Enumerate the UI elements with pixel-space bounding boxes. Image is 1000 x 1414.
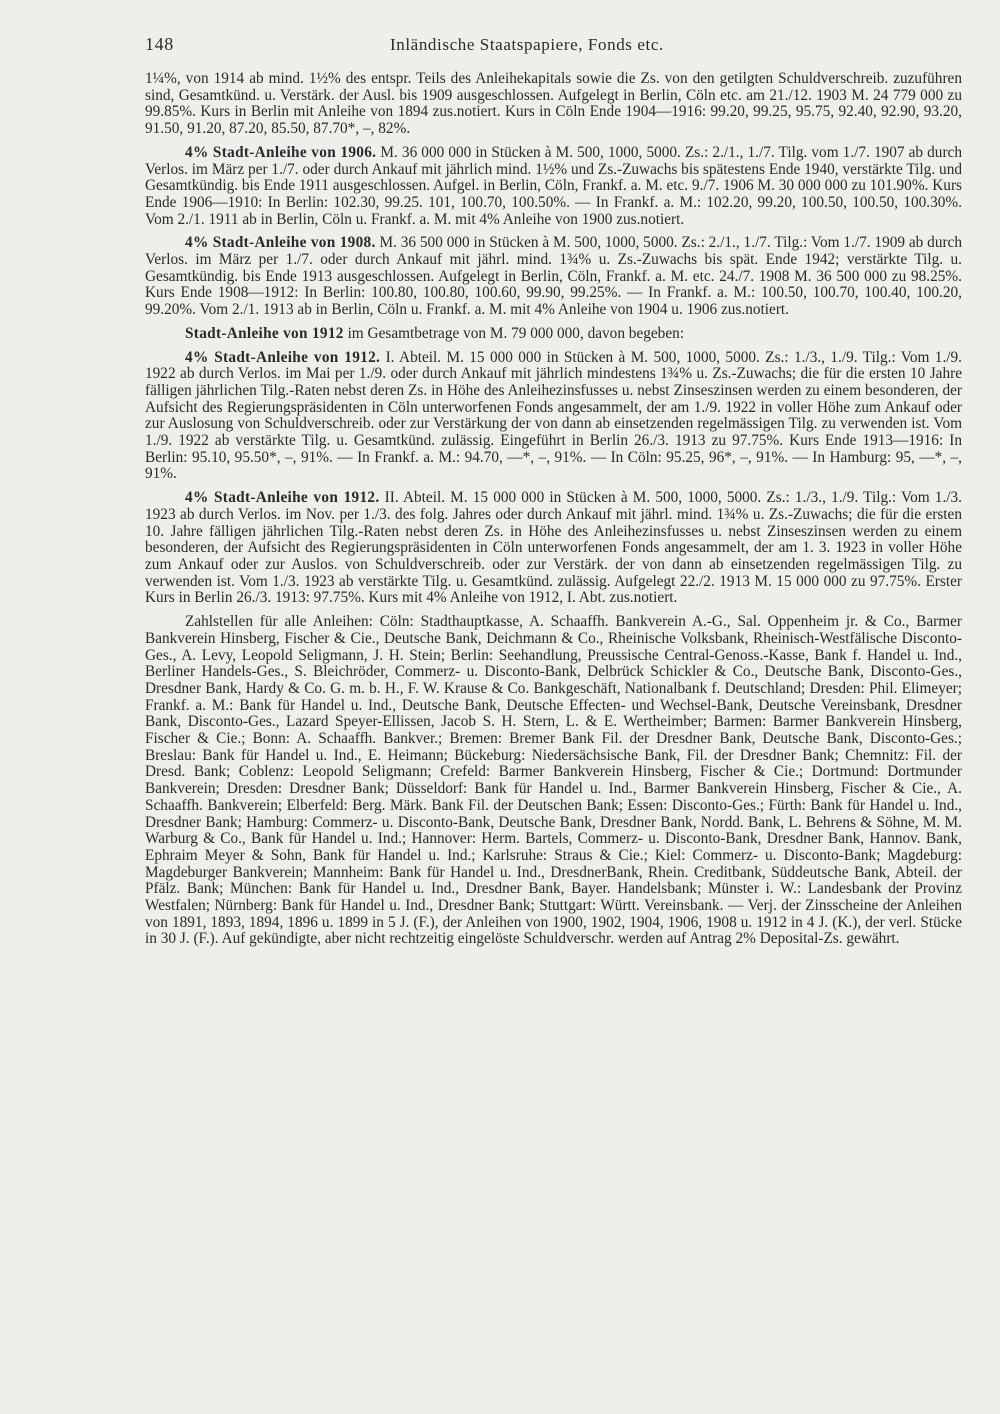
paragraph-cologne-1903	[145, 71, 962, 138]
page-number: 148	[145, 34, 174, 54]
paragraph-anleihe-1912-abt-2	[145, 490, 962, 607]
paragraph-text: 1¼%, von 1914 ab mind. 1½% des entspr. Teils des Anleihekapitals sowie die Zs. von den getilgten Schuldverschreib. zuzuführen sind, Gesamtkünd. u. Verstärk. der Ausl. bis 1909 ausgeschlossen. Aufgelegt in Berlin, Cöln etc. am 21./12. 1903 M. 24 779 000 zu 99.85%. Kurs in Berlin mit Anleihe von 1894 zus.notiert. Kurs in Cöln Ende 1904—1916: 99.20, 99.25, 95.75, 92.40, 92.90, 93.20, 91.50, 91.20, 87.20, 85.50, 87.70*, –, 82%.	[145, 70, 962, 138]
paragraph-anleihe-1912-abt-1	[145, 350, 962, 484]
section-heading: 4% Stadt-Anleihe von 1912.	[185, 348, 381, 366]
section-heading: 4% Stadt-Anleihe von 1912.	[185, 489, 380, 507]
paragraph-text: II. Abteil. M. 15 000 000 in Stücken à M. 500, 1000, 5000. Zs.: 1./3., 1./9. Tilg.: Vom 1./3. 1923 ab durch Verlos. im Nov. per 1./3. des folg. Jahres oder durch Ankauf mit jährl. mind. 1¾% u. Zs.-Zuwachs; die für die ersten 10. Jahre fälligen jährlichen Tilg.-Raten nebst deren Zs. in Höhe des Anleihezinsfusses u. nebst Zinseszinsen werden zu einem besonderen, der Aufsicht des Regierungspräsidenten in Cöln unterworfenen Fonds angesammelt, der am 1. 3. 1923 in voller Höhe zum Ankauf oder zur Auslos. von Schuldverschreib. oder zur Verstärk. der von dann ab einsetzenden regelmässigen Tilg. zu verwenden ist. Vom 1./3. 1923 ab verstärkte Tilg. u. Gesamtkünd. zulässig. Aufgelegt 22./2. 1913 M. 15 000 000 zu 97.75%. Erster Kurs in Berlin 26./3. 1913: 97.75%. Kurs mit 4% Anleihe von 1912, I. Abt. zus.notiert.	[145, 489, 963, 607]
paragraph-zahlstellen	[145, 614, 962, 948]
paragraph-text: M. 36 000 000 in Stücken à M. 500, 1000, 5000. Zs.: 2./1., 1./7. Tilg. vom 1./7. 1907 ab durch Verlos. im März per 1./7. oder durch Ankauf mit jährlich mind. 1½% und Zs.-Zuwachs bis spätestens Ende 1940, verstärkte Tilg. und Gesamtkündig. bis Ende 1911 ausgeschlossen. Aufgel. in Berlin, Cöln, Frankf. a. M. etc. 9./7. 1906 M. 30 000 000 zu 101.90%. Kurs Ende 1906—1910: In Berlin: 102.30, 99.25. 101, 100.70, 100.50%. — In Frankf. a. M.: 102.20, 99.20, 100.50, 100.50, 100.30%. Vom 2./1. 1911 ab in Berlin, Cöln u. Frankf. a. M. mit 4% Anleihe von 1900 zus.notiert.	[145, 143, 962, 228]
section-heading: 4% Stadt-Anleihe von 1906.	[185, 143, 377, 161]
running-head: Inländische Staatspapiere, Fonds etc.	[390, 35, 664, 54]
paragraph-anleihe-1906	[145, 145, 962, 229]
paragraph-anleihe-1912-total	[145, 326, 962, 343]
paragraph-text: im Gesamtbetrage von M. 79 000 000, davon begeben:	[347, 324, 685, 342]
page-header	[145, 34, 962, 64]
paragraph-text: M. 36 500 000 in Stücken à M. 500, 1000, 5000. Zs.: 2./1., 1./7. Tilg.: Vom 1./7. 1909 ab durch Verlos. im März per 1./7. oder durch Ankauf mit jährl. mind. 1¾% u. Zs.-Zuwachs bis spät. Ende 1942; verstärkte Tilg. u. Gesamtkündig. bis Ende 1913 ausgeschlossen. Aufgelegt in Berlin, Cöln, Frankf. a. M. etc. 24./7. 1908 M. 36 500 000 zu 98.25%. Kurs Ende 1908—1912: In Berlin: 100.80, 100.80, 100.60, 99.90, 99.25%. — In Frankf. a. M.: 100.50, 100.70, 100.40, 100.20, 99.20%. Vom 2./1. 1913 ab in Berlin, Cöln u. Frankf. a. M. mit 4% Anleihe von 1904 u. 1906 zus.notiert.	[145, 234, 962, 319]
paragraph-text: Zahlstellen für alle Anleihen: Cöln: Stadthauptkasse, A. Schaaffh. Bankverein A.-G., Sal. Oppenheim jr. & Co., Barmer Bankverein Hinsberg, Fischer & Cie., Deutsche Bank, Deichmann & Co., Rheinische Volksbank, Rheinisch-Westfälische Disconto-Ges., A. Levy, Leopold Seligmann, J. H. Stein; Berlin: Seehandlung, Preussische Central-Genoss.-Kasse, Bank f. Handel u. Ind., Berliner Handels-Ges., S. Bleichröder, Commerz- u. Disconto-Bank, Delbrück Schickler & Co., Deutsche Bank, Disconto-Ges., Dresdner Bank, Hardy & Co. G. m. b. H., F. W. Krause & Co. Bankgeschäft, Nationalbank f. Deutschland; Dresden: Phil. Elimeyer; Frankf. a. M.: Bank für Handel u. Ind., Deutsche Bank, Deutsche Effecten- und Wechsel-Bank, Deutsche Vereinsbank, Dresdner Bank, Disconto-Ges., Lazard Speyer-Ellissen, Jacob S. H. Stern, L. & E. Wertheimber; Barmen: Barmer Bankverein Hinsberg, Fischer & Cie.; Bonn: A. Schaaffh. Bankver.; Bremen: Bremer Bank Fil. der Dresdner Bank, Deutsche Bank, Disconto-Ges.; Breslau: Bank für Handel u. Ind., E. Heimann; Bückeburg: Niedersächsische Bank, Fil. der Dresdner Bank; Chemnitz: Fil. der Dresd. Bank; Coblenz: Leopold Seligmann; Crefeld: Barmer Bankverein Hinsberg, Fischer & Cie.; Dortmund: Dortmunder Bankverein; Dresden: Dresdner Bank; Düsseldorf: Bank für Handel u. Ind., Barmer Bankverein Hinsberg, Fischer & Cie., A. Schaaffh. Bankverein; Elberfeld: Berg. Märk. Bank Fil. der Deutschen Bank; Essen: Disconto-Ges.; Fürth: Bank für Handel u. Ind., Dresdner Bank; Hamburg: Commerz- u. Disconto-Bank, Deutsche Bank, Dresdner Bank, Nordd. Bank, L. Behrens & Söhne, M. M. Warburg & Co., Bank für Handel u. Ind.; Hannover: Herm. Bartels, Commerz- u. Disconto-Bank, Dresdner Bank, Hannov. Bank, Ephraim Meyer & Sohn, Bank für Handel u. Ind.; Karlsruhe: Straus & Cie.; Kiel: Commerz- u. Disconto-Bank; Magdeburg: Magdeburger Bankverein; Mannheim: Bank für Handel u. Ind., DresdnerBank, Rhein. Creditbank, Süddeutsche Bank, Abteil. der Pfälz. Bank; München: Bank für Handel u. Ind., Dresdner Bank, Bayer. Handelsbank; Münster i. W.: Landesbank der Provinz Westfalen; Nürnberg: Bank für Handel u. Ind., Dresdner Bank; Stuttgart: Württ. Vereinsbank. — Verj. der Zinsscheine der Anleihen von 1891, 1893, 1894, 1896 u. 1899 in 5 J. (F.), der Anleihen von 1900, 1902, 1904, 1906, 1908 u. 1912 in 4 J. (K.), der verl. Stücke in 30 J. (F.). Auf gekündigte, aber nicht rechtzeitig eingelöste Schuldverschr. werden auf Antrag 2% Deposital-Zs. gewährt.	[145, 613, 962, 948]
paragraph-anleihe-1908	[145, 235, 962, 319]
section-heading: 4% Stadt-Anleihe von 1908.	[185, 234, 376, 252]
document-body	[145, 71, 962, 948]
section-heading: Stadt-Anleihe von 1912	[185, 324, 344, 342]
paragraph-text: I. Abteil. M. 15 000 000 in Stücken à M. 500, 1000, 5000. Zs.: 1./3., 1./9. Tilg.: Vom 1./9. 1922 ab durch Verlos. im Mai per 1./9. oder durch Ankauf mit jährlich mindestens 1¾% u. Zs.-Zuwachs; die für die ersten 10 Jahre fälligen jährlichen Tilg.-Raten nebst deren Zs. in Höhe des Anleihezinsfusses u. nebst Zinseszinsen werden zu einem besonderen, der Aufsicht des Regierungspräsidenten in Cöln unterworfenen Fonds angesammelt, der am 1./9. 1922 in voller Höhe zum Ankauf oder zur Auslosung von Schuldverschreib. oder zur Verstärkung der von dann ab einsetzenden regelmässigen Tilg. zu verwenden ist. Vom 1./9. 1922 ab verstärkte Tilg. u. Gesamtkünd. zulässig. Eingeführt in Berlin 26./3. 1913 zu 97.75%. Kurs Ende 1913—1916: In Berlin: 95.10, 95.50*, –, 91%. — In Frankf. a. M.: 94.70, —*, –, 91%. — In Cöln: 95.25, 96*, –, 91%. — In Hamburg: 95, —*, –, 91%.	[145, 348, 962, 483]
